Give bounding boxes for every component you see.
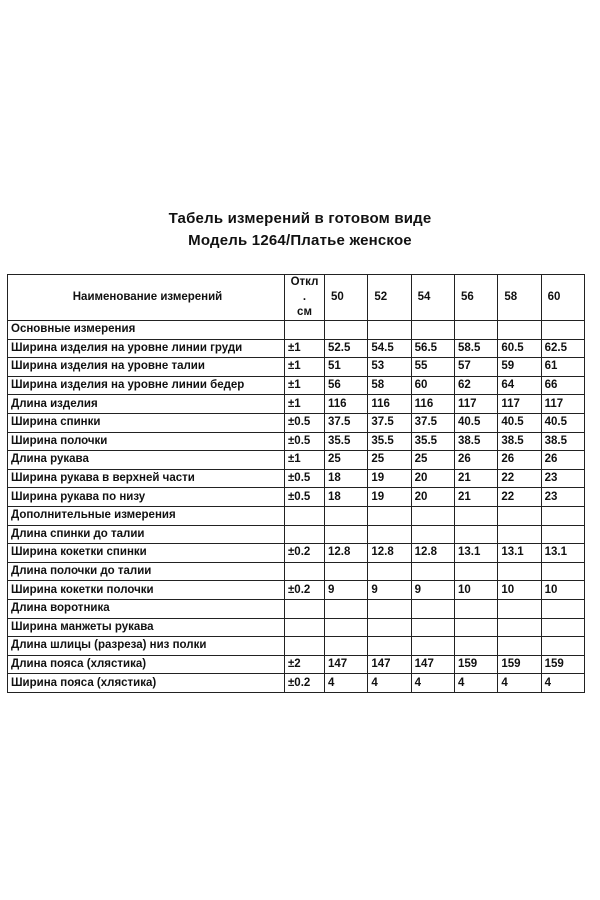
value-cell: 117 <box>498 395 541 414</box>
tolerance-cell <box>285 321 325 340</box>
value-cell: 13.1 <box>541 544 584 563</box>
value-cell: 64 <box>498 376 541 395</box>
measurement-label: Длина полочки до талии <box>8 562 285 581</box>
header-tolerance-line2: . <box>302 291 307 303</box>
value-cell <box>454 525 497 544</box>
header-tolerance-line3: см <box>297 306 312 318</box>
value-cell: 56.5 <box>411 339 454 358</box>
header-tolerance-line1: Откл <box>290 276 319 288</box>
value-cell <box>368 562 411 581</box>
value-cell: 10 <box>541 581 584 600</box>
value-cell: 159 <box>454 655 497 674</box>
table-row <box>8 525 585 544</box>
table-body <box>8 321 585 693</box>
value-cell: 61 <box>541 358 584 377</box>
value-cell: 9 <box>325 581 368 600</box>
value-cell: 38.5 <box>498 432 541 451</box>
value-cell <box>325 506 368 525</box>
value-cell: 9 <box>411 581 454 600</box>
tolerance-cell: ±0.5 <box>285 432 325 451</box>
value-cell: 40.5 <box>541 413 584 432</box>
value-cell: 26 <box>541 451 584 470</box>
value-cell: 116 <box>325 395 368 414</box>
tolerance-cell: ±0.2 <box>285 674 325 693</box>
tolerance-cell <box>285 618 325 637</box>
table-row <box>8 432 585 451</box>
value-cell <box>368 321 411 340</box>
value-cell <box>368 618 411 637</box>
value-cell: 60.5 <box>498 339 541 358</box>
value-cell <box>541 321 584 340</box>
table-row <box>8 581 585 600</box>
measurements-table <box>7 274 585 693</box>
value-cell: 147 <box>325 655 368 674</box>
value-cell <box>411 321 454 340</box>
value-cell <box>454 618 497 637</box>
value-cell: 116 <box>368 395 411 414</box>
value-cell: 18 <box>325 469 368 488</box>
tolerance-cell: ±1 <box>285 395 325 414</box>
table-row <box>8 637 585 656</box>
tolerance-cell: ±0.5 <box>285 488 325 507</box>
table-row <box>8 488 585 507</box>
table-row <box>8 655 585 674</box>
value-cell: 147 <box>411 655 454 674</box>
tolerance-cell <box>285 525 325 544</box>
value-cell: 23 <box>541 488 584 507</box>
value-cell: 55 <box>411 358 454 377</box>
value-cell: 35.5 <box>368 432 411 451</box>
header-size: 58 <box>498 275 541 321</box>
tolerance-cell: ±2 <box>285 655 325 674</box>
value-cell: 25 <box>325 451 368 470</box>
header-tolerance <box>285 275 325 321</box>
value-cell: 22 <box>498 469 541 488</box>
measurement-label: Ширина манжеты рукава <box>8 618 285 637</box>
value-cell: 38.5 <box>454 432 497 451</box>
table-row <box>8 339 585 358</box>
value-cell: 12.8 <box>368 544 411 563</box>
measurement-label: Ширина кокетки спинки <box>8 544 285 563</box>
value-cell: 56 <box>325 376 368 395</box>
value-cell: 4 <box>498 674 541 693</box>
tolerance-cell: ±1 <box>285 339 325 358</box>
value-cell: 10 <box>454 581 497 600</box>
value-cell <box>541 618 584 637</box>
value-cell: 25 <box>368 451 411 470</box>
value-cell: 53 <box>368 358 411 377</box>
value-cell <box>325 637 368 656</box>
value-cell <box>368 637 411 656</box>
value-cell <box>498 637 541 656</box>
value-cell <box>498 525 541 544</box>
value-cell <box>498 599 541 618</box>
value-cell <box>541 525 584 544</box>
value-cell <box>368 506 411 525</box>
value-cell: 159 <box>498 655 541 674</box>
table-row <box>8 506 585 525</box>
value-cell: 4 <box>454 674 497 693</box>
value-cell: 37.5 <box>325 413 368 432</box>
document-title: Табель измерений в готовом виде <box>168 210 432 227</box>
value-cell: 20 <box>411 488 454 507</box>
measurement-label: Ширина изделия на уровне линии бедер <box>8 376 285 395</box>
header-size: 56 <box>454 275 497 321</box>
header-name: Наименование измерений <box>8 275 285 321</box>
table-row <box>8 469 585 488</box>
value-cell <box>454 562 497 581</box>
measurement-label: Длина спинки до талии <box>8 525 285 544</box>
measurement-label: Длина пояса (хлястика) <box>8 655 285 674</box>
value-cell: 4 <box>411 674 454 693</box>
table-row <box>8 413 585 432</box>
value-cell <box>541 562 584 581</box>
tolerance-cell <box>285 506 325 525</box>
table-row <box>8 358 585 377</box>
measurement-label: Ширина спинки <box>8 413 285 432</box>
value-cell: 13.1 <box>454 544 497 563</box>
table-row <box>8 562 585 581</box>
value-cell: 26 <box>454 451 497 470</box>
value-cell <box>411 599 454 618</box>
tolerance-cell: ±0.2 <box>285 581 325 600</box>
value-cell: 116 <box>411 395 454 414</box>
tolerance-cell: ±0.5 <box>285 413 325 432</box>
tolerance-cell: ±0.2 <box>285 544 325 563</box>
table-row <box>8 321 585 340</box>
value-cell <box>454 599 497 618</box>
measurement-label: Ширина рукава в верхней части <box>8 469 285 488</box>
value-cell: 38.5 <box>541 432 584 451</box>
table-header-row <box>8 275 585 321</box>
value-cell <box>454 637 497 656</box>
value-cell <box>411 506 454 525</box>
tolerance-cell <box>285 637 325 656</box>
value-cell: 52.5 <box>325 339 368 358</box>
value-cell: 117 <box>454 395 497 414</box>
value-cell <box>541 599 584 618</box>
table-row <box>8 674 585 693</box>
value-cell <box>411 618 454 637</box>
value-cell <box>498 562 541 581</box>
measurement-label: Длина шлицы (разреза) низ полки <box>8 637 285 656</box>
value-cell: 13.1 <box>498 544 541 563</box>
value-cell: 40.5 <box>498 413 541 432</box>
value-cell: 12.8 <box>411 544 454 563</box>
header-size: 60 <box>541 275 584 321</box>
value-cell: 66 <box>541 376 584 395</box>
measurement-label: Длина воротника <box>8 599 285 618</box>
value-cell <box>325 321 368 340</box>
value-cell <box>368 599 411 618</box>
value-cell: 62 <box>454 376 497 395</box>
value-cell: 4 <box>325 674 368 693</box>
value-cell <box>498 506 541 525</box>
tolerance-cell: ±1 <box>285 376 325 395</box>
value-cell: 60 <box>411 376 454 395</box>
value-cell: 35.5 <box>411 432 454 451</box>
value-cell: 40.5 <box>454 413 497 432</box>
document-subtitle: Модель 1264/Платье женское <box>188 232 412 249</box>
value-cell <box>411 637 454 656</box>
value-cell <box>411 525 454 544</box>
header-size: 52 <box>368 275 411 321</box>
value-cell: 58 <box>368 376 411 395</box>
measurement-label: Ширина рукава по низу <box>8 488 285 507</box>
measurement-label: Длина рукава <box>8 451 285 470</box>
value-cell: 21 <box>454 488 497 507</box>
tolerance-cell <box>285 562 325 581</box>
table-row <box>8 451 585 470</box>
value-cell: 159 <box>541 655 584 674</box>
value-cell: 22 <box>498 488 541 507</box>
value-cell: 59 <box>498 358 541 377</box>
value-cell: 117 <box>541 395 584 414</box>
value-cell: 58.5 <box>454 339 497 358</box>
value-cell <box>541 637 584 656</box>
value-cell <box>325 562 368 581</box>
table-row <box>8 618 585 637</box>
value-cell: 19 <box>368 488 411 507</box>
value-cell: 9 <box>368 581 411 600</box>
measurement-label: Ширина пояса (хлястика) <box>8 674 285 693</box>
value-cell: 62.5 <box>541 339 584 358</box>
value-cell: 57 <box>454 358 497 377</box>
value-cell <box>541 506 584 525</box>
value-cell: 10 <box>498 581 541 600</box>
value-cell: 37.5 <box>411 413 454 432</box>
value-cell: 21 <box>454 469 497 488</box>
value-cell: 37.5 <box>368 413 411 432</box>
table-row <box>8 544 585 563</box>
tolerance-cell <box>285 599 325 618</box>
tolerance-cell: ±0.5 <box>285 469 325 488</box>
value-cell: 35.5 <box>325 432 368 451</box>
value-cell <box>411 562 454 581</box>
value-cell: 54.5 <box>368 339 411 358</box>
value-cell: 51 <box>325 358 368 377</box>
header-size: 50 <box>325 275 368 321</box>
value-cell <box>498 618 541 637</box>
value-cell: 4 <box>368 674 411 693</box>
tolerance-cell: ±1 <box>285 358 325 377</box>
value-cell: 19 <box>368 469 411 488</box>
value-cell <box>454 321 497 340</box>
value-cell: 26 <box>498 451 541 470</box>
value-cell <box>368 525 411 544</box>
measurement-label: Дополнительные измерения <box>8 506 285 525</box>
measurement-label: Ширина полочки <box>8 432 285 451</box>
value-cell: 23 <box>541 469 584 488</box>
table-row <box>8 599 585 618</box>
value-cell: 25 <box>411 451 454 470</box>
value-cell <box>325 599 368 618</box>
value-cell <box>325 618 368 637</box>
value-cell <box>325 525 368 544</box>
value-cell: 18 <box>325 488 368 507</box>
value-cell <box>498 321 541 340</box>
value-cell: 12.8 <box>325 544 368 563</box>
measurement-label: Основные измерения <box>8 321 285 340</box>
value-cell: 4 <box>541 674 584 693</box>
value-cell: 20 <box>411 469 454 488</box>
value-cell <box>454 506 497 525</box>
table-row <box>8 376 585 395</box>
header-size: 54 <box>411 275 454 321</box>
tolerance-cell: ±1 <box>285 451 325 470</box>
value-cell: 147 <box>368 655 411 674</box>
table-row <box>8 395 585 414</box>
measurement-label: Длина изделия <box>8 395 285 414</box>
measurement-label: Ширина кокетки полочки <box>8 581 285 600</box>
measurement-label: Ширина изделия на уровне талии <box>8 358 285 377</box>
measurement-label: Ширина изделия на уровне линии груди <box>8 339 285 358</box>
